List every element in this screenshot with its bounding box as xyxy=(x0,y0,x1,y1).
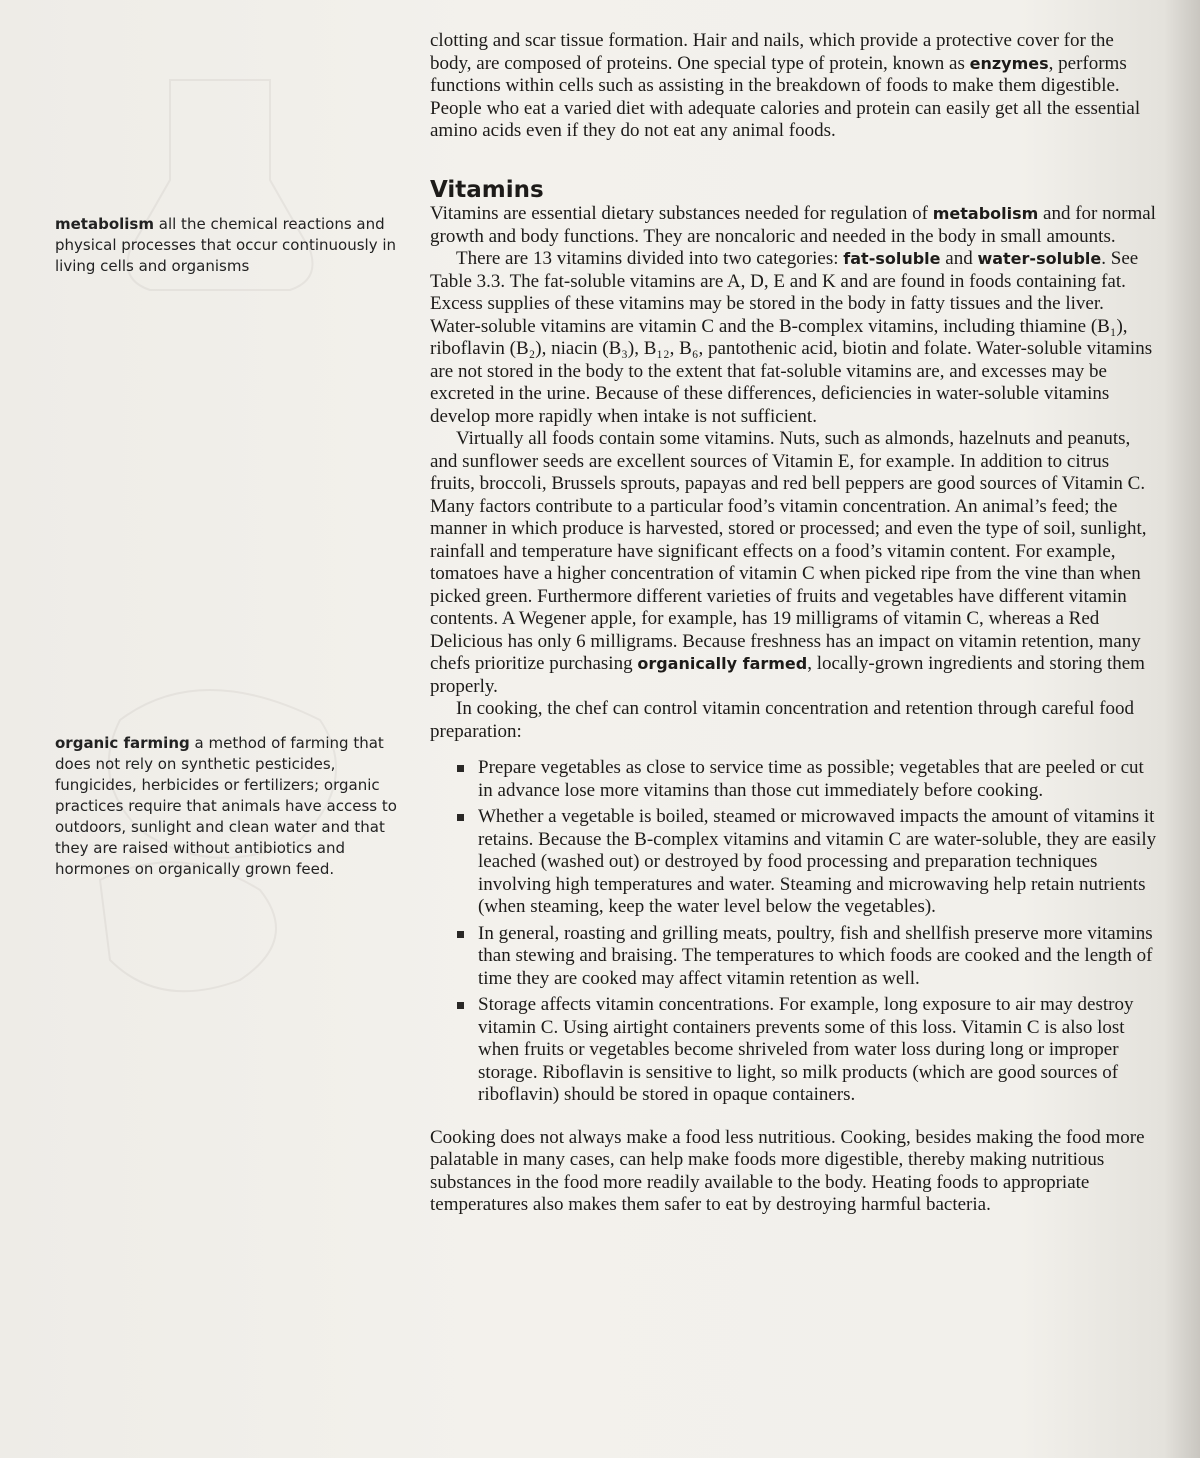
list-item: Whether a vegetable is boiled, steamed or microwaved impacts the amount of vitamins it retains. Because the B-complex vitamins and vitamin C are water-soluble, they are easily leached (washed out) or destroyed by food processing and preparation techniques involving high temperatures and water. Steaming and microwaving help retain nutrients (when steaming, keep the water level below the vegetables). xyxy=(430,806,1158,919)
definition-text: a method of farming that does not rely on synthetic pesticides, fungicides, herbicides or fertilizers; organic practices require that animals have access to outdoors, sunlight and clean water and that they are raised without antibiotics and hormones on organically grown feed. xyxy=(55,734,397,878)
sidebar-definition-organic-farming xyxy=(55,733,400,880)
glossary-term: fat-soluble xyxy=(843,249,941,268)
sidebar-definition-metabolism xyxy=(55,214,400,277)
body-paragraph: There are 13 vitamins divided into two categories: fat-soluble and water-soluble. See Table 3.3. The fat-soluble vitamins are A, D, E and K and are found in foods containing fat. Excess supplies of these vitamins may be stored in the body in fatty tissues and the liver. Water-soluble vitamins are vitamin C and the B-complex vitamins, including thiamine (B₁), riboflavin (B₂), niacin (B₃), B₁₂, B₆, pantothenic acid, biotin and folate. Water-soluble vitamins are not stored in the body to the extent that fat-soluble vitamins are, and excesses may be excreted in the urine. Because of these differences, deficiencies in water-soluble vitamins develop more rapidly when intake is not sufficient. xyxy=(430,248,1153,427)
intro-paragraph: clotting and scar tissue formation. Hair and nails, which provide a protective cover for the body, are composed of proteins. One special type of protein, known as enzymes, performs functions within cells such as assisting in the breakdown of foods to make them digestible. People who eat a varied diet with adequate calories and protein can easily get all the essential amino acids even if they do not eat any animal foods. xyxy=(430,30,1141,141)
tips-list xyxy=(430,757,1158,1107)
list-item: Prepare vegetables as close to service time as possible; vegetables that are peeled or cut in advance lose more vitamins than those cut immediately before cooking. xyxy=(430,757,1158,802)
bullet-square-icon xyxy=(457,814,464,821)
body-paragraph: Vitamins are essential dietary substances needed for regulation of metabolism and for normal growth and body functions. They are noncaloric and needed in the body in small amounts. xyxy=(430,203,1156,247)
glossary-term: organically farmed xyxy=(637,654,808,673)
bullet-square-icon xyxy=(457,931,464,938)
body-paragraph: Virtually all foods contain some vitamins. Nuts, such as almonds, hazelnuts and peanuts, and sunflower seeds are excellent sources of Vitamin E, for example. In addition to citrus fruits, broccoli, Brussels sprouts, papayas and red bell peppers are good sources of Vitamin C. Many factors contribute to a particular food’s vitamin concentration. An animal’s feed; the manner in which produce is harvested, stored or processed; and even the type of soil, sunlight, rainfall and temperature have significant effects on a food’s vitamin content. For example, tomatoes have a higher concentration of vitamin C when picked ripe from the vine than when picked green. Furthermore different varieties of fruits and vegetables have different vitamin contents. A Wegener apple, for example, has 19 milligrams of vitamin C, whereas a Red Delicious has only 6 milligrams. Because freshness has an impact on vitamin retention, many chefs prioritize purchasing organically farmed, locally-grown ingredients and storing them properly. xyxy=(430,428,1147,697)
body-paragraph: In cooking, the chef can control vitamin concentration and retention through careful food preparation: xyxy=(430,698,1134,742)
bullet-square-icon xyxy=(457,765,464,772)
definition-text: all the chemical reactions and physical processes that occur continuously in living cells and organisms xyxy=(55,215,397,275)
glossary-term: water-soluble xyxy=(977,249,1102,268)
closing-paragraph: Cooking does not always make a food less nutritious. Cooking, besides making the food more palatable in many cases, can help make foods more digestible, thereby making nutritious substances in the food more readily available to the body. Heating foods to appropriate temperatures also makes them safer to eat by destroying harmful bacteria. xyxy=(430,1126,1145,1215)
list-item: In general, roasting and grilling meats, poultry, fish and shellfish preserve more vitamins than stewing and braising. The temperatures to which foods are cooked and the length of time they are cooked may affect vitamin retention as well. xyxy=(430,923,1158,991)
bullet-square-icon xyxy=(457,1002,464,1009)
main-text-column xyxy=(430,30,1158,1217)
definition-term: organic farming xyxy=(55,734,190,752)
glossary-term: enzymes xyxy=(969,53,1049,73)
definition-term: metabolism xyxy=(55,215,154,233)
list-item: Storage affects vitamin concentrations. For example, long exposure to air may destroy vitamin C. Using airtight containers prevents some of this loss. Vitamin C is also lost when fruits or vegetables become shriveled from water loss during long or improper storage. Riboflavin is sensitive to light, so milk products (which are good sources of riboflavin) should be stored in opaque containers. xyxy=(430,994,1158,1107)
glossary-term: metabolism xyxy=(932,204,1039,223)
section-heading: Vitamins xyxy=(430,176,544,203)
